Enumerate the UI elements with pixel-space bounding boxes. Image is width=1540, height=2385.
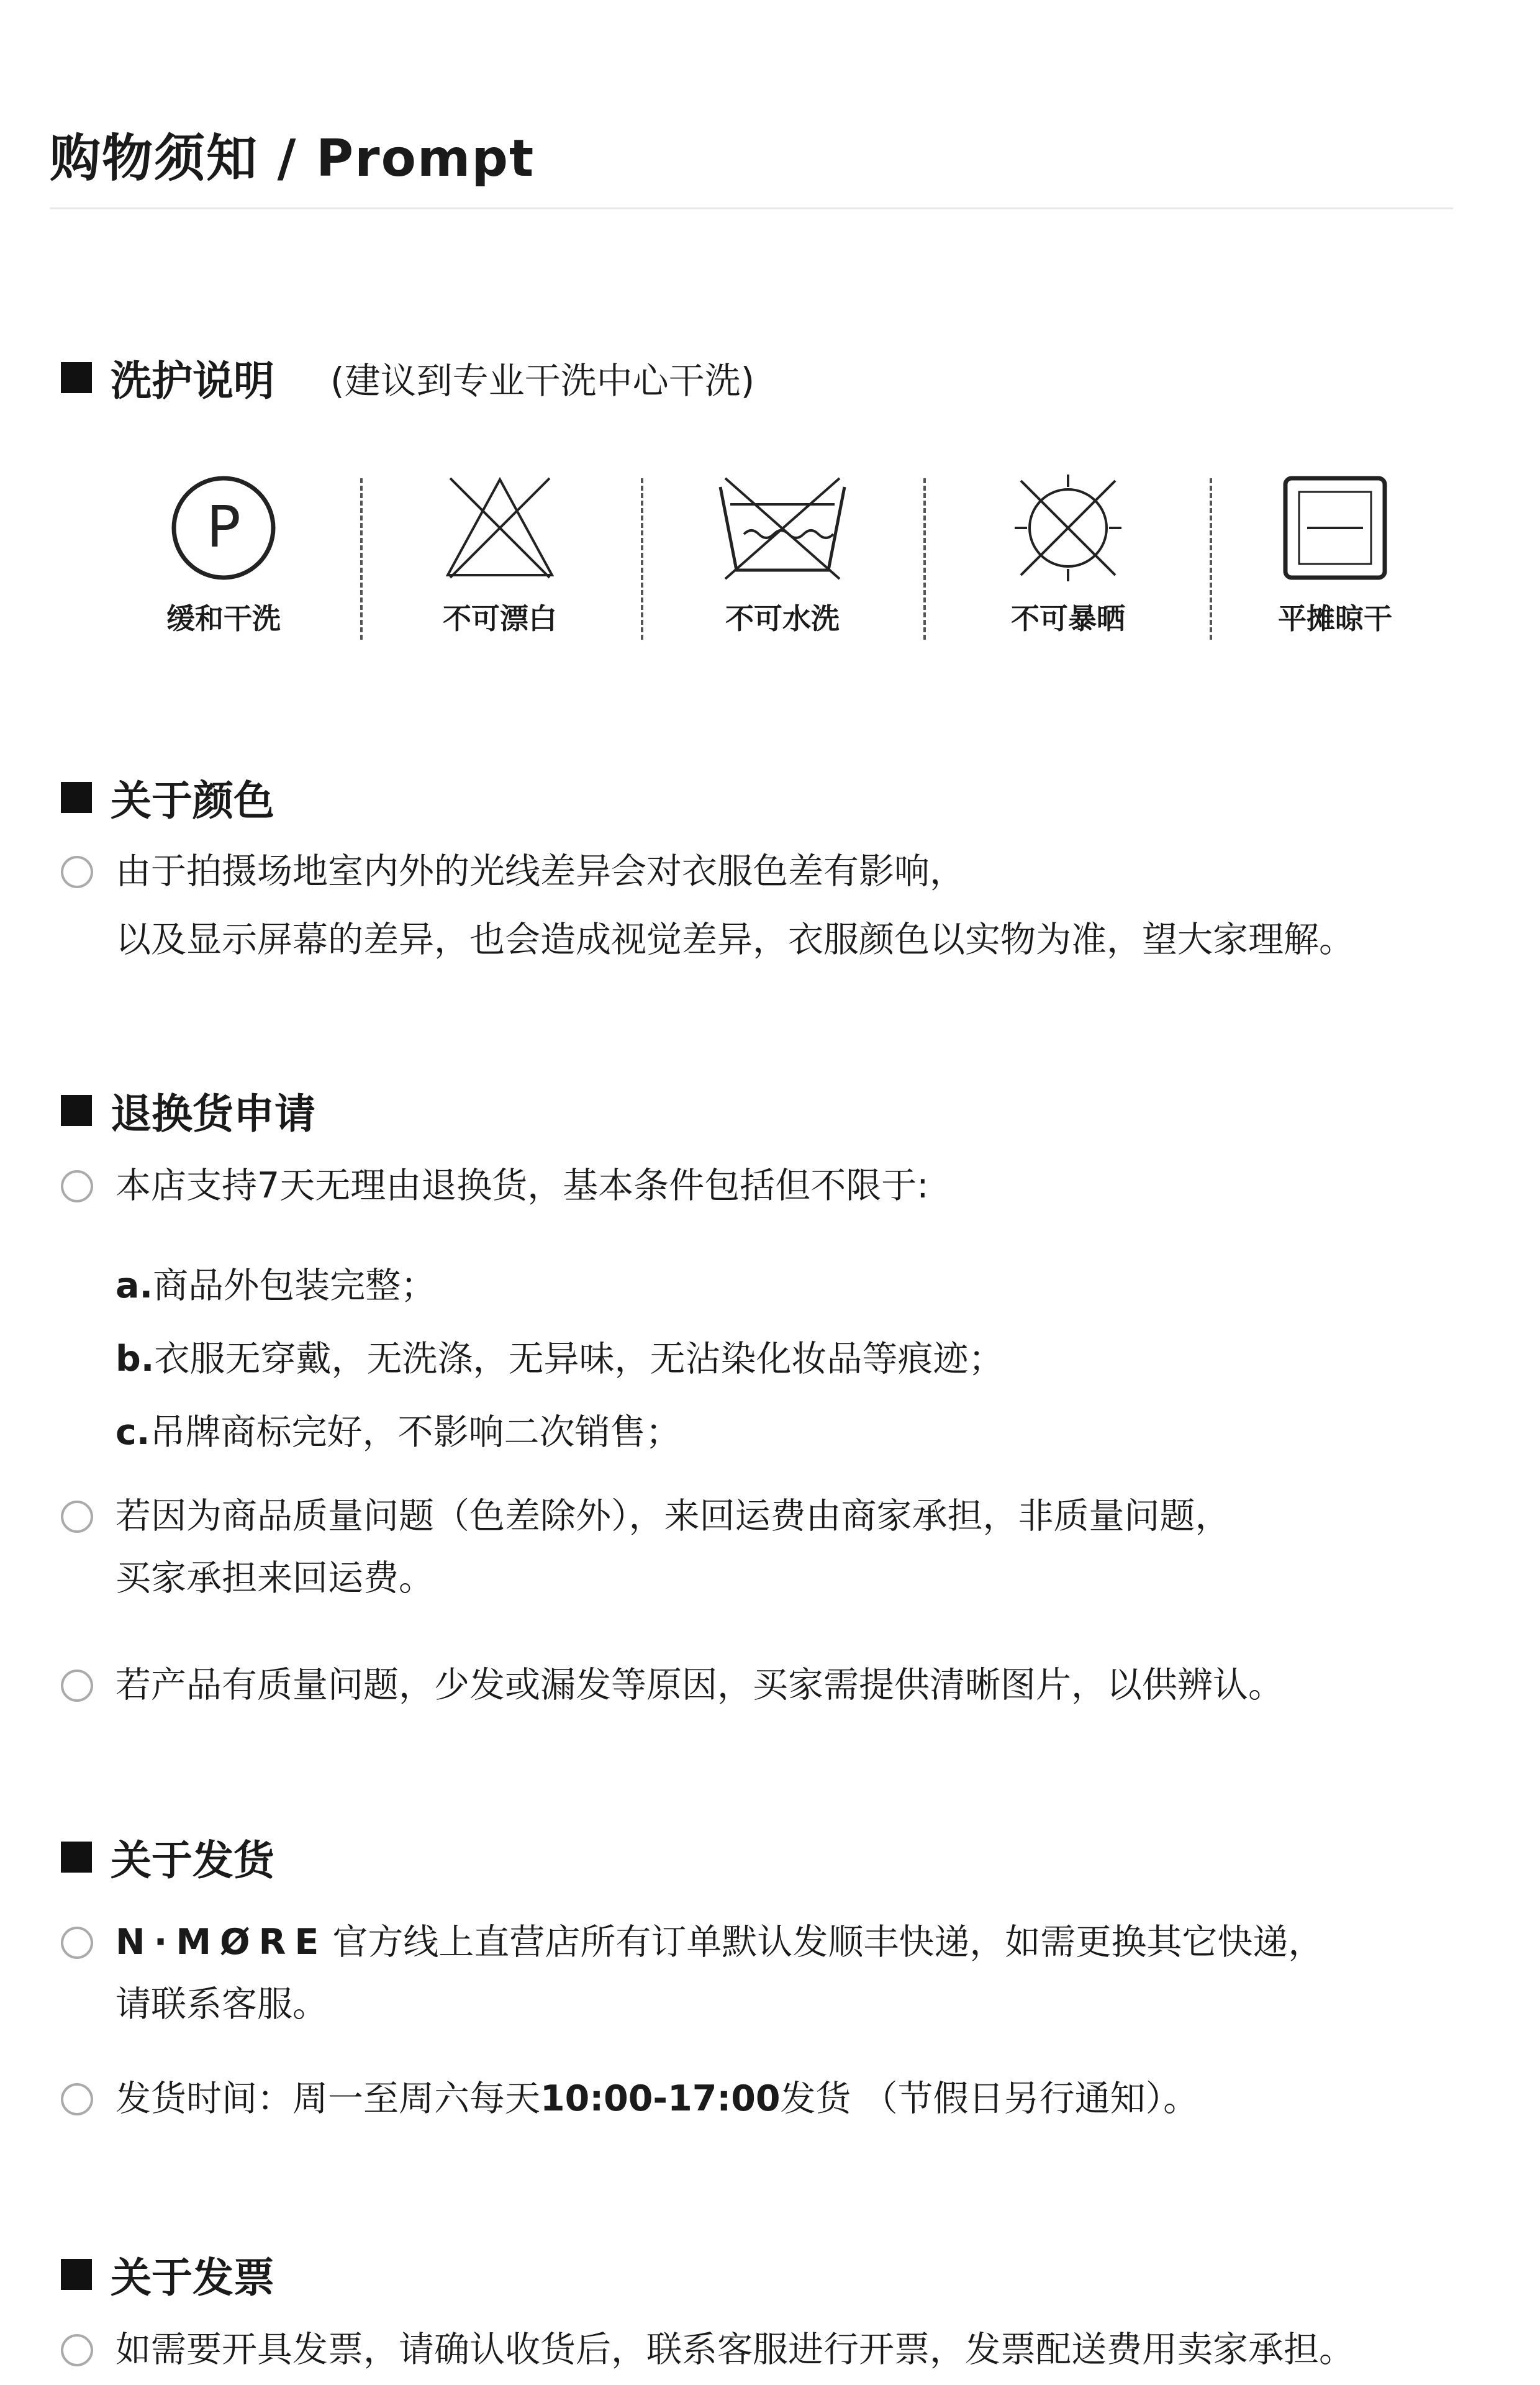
care-label: 不可水洗 — [725, 602, 840, 635]
care-divider — [641, 478, 643, 640]
care-label: 不可漂白 — [443, 602, 557, 635]
care-section-header — [61, 348, 754, 407]
shipping-section-title: 关于发货 — [111, 1837, 274, 1884]
section-square-icon — [61, 1095, 92, 1126]
bullet-circle-icon — [61, 2334, 93, 2366]
header-divider — [50, 207, 1453, 209]
condition-prefix: c. — [116, 1412, 150, 1453]
care-divider — [360, 478, 363, 640]
condition-prefix: a. — [116, 1265, 153, 1306]
quality-line-2: 买家承担来回运费。 — [116, 1558, 434, 1599]
care-divider — [923, 478, 926, 640]
returns-quality-bullet — [61, 1491, 1231, 1604]
color-text — [116, 846, 1354, 965]
shipping-courier-text — [116, 1917, 1323, 2030]
care-section-title: 洗护说明 — [111, 357, 274, 405]
returns-intro-bullet — [61, 1160, 928, 1211]
color-bullet — [61, 846, 1354, 965]
condition-text: 吊牌商标完好，不影响二次销售； — [150, 1412, 681, 1453]
shipping-time-text — [116, 2073, 1198, 2124]
shipping-section-header — [61, 1827, 274, 1886]
shipping-line-1: 官方线上直营店所有订单默认发顺丰快递，如需更换其它快递， — [332, 1922, 1324, 1963]
care-item-no-bleach — [388, 447, 612, 646]
bullet-circle-icon — [61, 1501, 93, 1533]
color-line-2: 以及显示屏幕的差异，也会造成视觉差异，衣服颜色以实物为准，望大家理解。 — [116, 919, 1354, 960]
quality-line-1: 若因为商品质量问题（色差除外），来回运费由商家承担，非质量问题， — [116, 1496, 1231, 1537]
shipping-line-2: 请联系客服。 — [116, 1984, 328, 2025]
section-square-icon — [61, 782, 92, 813]
color-section-title: 关于颜色 — [111, 777, 274, 825]
care-divider — [1210, 478, 1212, 640]
shipping-courier-bullet — [61, 1917, 1323, 2030]
no-bleach-icon — [388, 460, 612, 584]
section-square-icon — [61, 1842, 92, 1873]
color-section-header — [61, 768, 274, 827]
care-item-no-sun — [956, 447, 1180, 646]
svg-text:P: P — [206, 494, 241, 560]
bullet-circle-icon — [61, 1927, 93, 1959]
returns-missing-bullet — [61, 1660, 1284, 1710]
dry-flat-icon — [1223, 460, 1447, 584]
care-symbols-row — [0, 447, 1540, 646]
care-label: 缓和干洗 — [166, 602, 281, 635]
shipping-time-prefix: 发货时间：周一至周六每天 — [116, 2078, 540, 2119]
care-label: 不可暴晒 — [1011, 602, 1125, 635]
brand-logo: N·MØRE — [116, 1922, 328, 1963]
care-section-note: (建议到专业干洗中心干洗) — [330, 359, 755, 402]
return-condition-c — [116, 1404, 681, 1455]
bullet-circle-icon — [61, 1170, 93, 1202]
invoice-bullet — [61, 2324, 1354, 2375]
shipping-hours: 10:00-17:00 — [540, 2078, 781, 2119]
section-square-icon — [61, 362, 92, 393]
invoice-text: 如需要开具发票，请确认收货后，联系客服进行开票，发票配送费用卖家承担。 — [116, 2329, 1354, 2370]
bullet-circle-icon — [61, 856, 93, 888]
dry-clean-p-icon — [112, 460, 335, 584]
care-item-dry-clean — [112, 447, 335, 646]
no-sun-icon — [956, 460, 1180, 584]
returns-quality-text — [116, 1491, 1231, 1604]
condition-text: 衣服无穿戴，无洗涤，无异味，无沾染化妆品等痕迹； — [154, 1338, 1004, 1379]
page-title: 购物须知 / Prompt — [50, 129, 535, 188]
shipping-time-bullet — [61, 2073, 1198, 2124]
returns-section-title: 退换货申请 — [111, 1090, 315, 1138]
returns-intro: 本店支持7天无理由退换货，基本条件包括但不限于: — [116, 1165, 929, 1206]
condition-prefix: b. — [116, 1338, 155, 1379]
returns-missing-text: 若产品有质量问题，少发或漏发等原因，买家需提供清晰图片，以供辨认。 — [116, 1665, 1284, 1706]
care-item-no-wash — [671, 447, 894, 646]
return-condition-a — [116, 1257, 436, 1308]
invoice-section-title: 关于发票 — [111, 2254, 274, 2302]
return-condition-b — [116, 1330, 1003, 1381]
color-line-1: 由于拍摄场地室内外的光线差异会对衣服色差有影响， — [116, 851, 965, 892]
bullet-circle-icon — [61, 2083, 93, 2115]
care-label: 平摊晾干 — [1278, 602, 1392, 635]
condition-text: 商品外包装完整； — [153, 1265, 437, 1306]
returns-section-header — [61, 1081, 315, 1140]
bullet-circle-icon — [61, 1670, 93, 1702]
section-square-icon — [61, 2259, 92, 2290]
no-wash-icon — [671, 460, 894, 584]
care-item-dry-flat — [1223, 447, 1447, 646]
invoice-section-header — [61, 2245, 274, 2304]
shipping-time-suffix: 发货 （节假日另行通知）。 — [780, 2078, 1199, 2119]
